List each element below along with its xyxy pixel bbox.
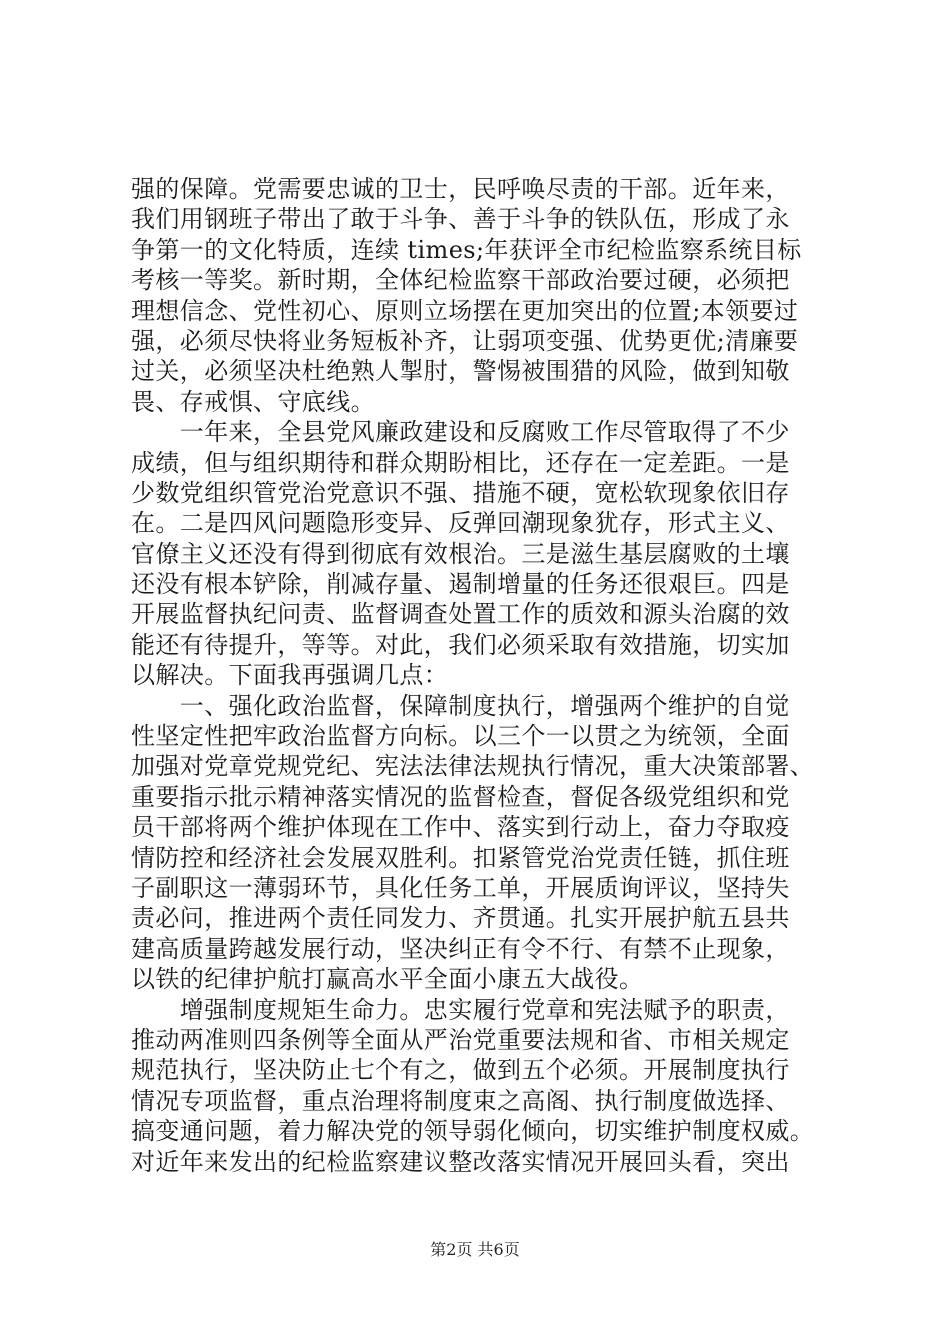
- page-footer: [0, 1240, 950, 1260]
- text-line: 争第一的文化特质，连续 times;年获评全市纪检监察系统目标: [131, 235, 802, 264]
- text-line: 成绩，但与组织期待和群众期盼相比，还存在一定差距。一是: [131, 448, 790, 477]
- page-number-label: 第2页 共6页: [430, 1240, 520, 1259]
- text-line: 情况专项监督，重点治理将制度束之高阁、执行制度做选择、: [131, 1086, 790, 1115]
- body-text: [131, 174, 851, 1177]
- text-line: 责必问，推进两个责任同发力、齐贯通。扎实开展护航五县共: [131, 904, 790, 933]
- text-line: 员干部将两个维护体现在工作中、落实到行动上，奋力夺取疫: [131, 813, 790, 842]
- text-line: 情防控和经济社会发展双胜利。扣紧管党治党责任链，抓住班: [131, 843, 790, 872]
- text-line: 能还有待提升，等等。对此，我们必须采取有效措施，切实加: [131, 630, 790, 659]
- text-line: 我们用钢班子带出了敢于斗争、善于斗争的铁队伍，形成了永: [131, 205, 790, 234]
- text-line: 重要指示批示精神落实情况的监督检查，督促各级党组织和党: [131, 782, 790, 811]
- text-line: 一年来，全县党风廉政建设和反腐败工作尽管取得了不少: [131, 418, 790, 447]
- text-line: 推动两准则四条例等全面从严治党重要法规和省、市相关规定: [131, 1025, 790, 1054]
- text-line: 理想信念、党性初心、原则立场摆在更加突出的位置;本领要过: [131, 296, 799, 325]
- text-line: 建高质量跨越发展行动，坚决纠正有令不行、有禁不止现象，: [131, 934, 790, 963]
- text-line: 增强制度规矩生命力。忠实履行党章和宪法赋予的职责，: [131, 995, 790, 1024]
- text-line: 对近年来发出的纪检监察建议整改落实情况开展回头看，突出: [131, 1147, 790, 1176]
- text-line: 官僚主义还没有得到彻底有效根治。三是滋生基层腐败的土壤: [131, 539, 790, 568]
- text-line: 过关，必须坚决杜绝熟人掣肘，警惕被围猎的风险，做到知敬: [131, 357, 790, 386]
- text-line: 强，必须尽快将业务短板补齐，让弱项变强、优势更优;清廉要: [131, 326, 799, 355]
- text-line: 性坚定性把牢政治监督方向标。以三个一以贯之为统领，全面: [131, 722, 790, 751]
- text-line: 开展监督执纪问责、监督调查处置工作的质效和源头治腐的效: [131, 600, 790, 629]
- text-line: 还没有根本铲除，削减存量、遏制增量的任务还很艰巨。四是: [131, 570, 790, 599]
- text-line: 规范执行，坚决防止七个有之，做到五个必须。开展制度执行: [131, 1056, 790, 1085]
- text-line: 在。二是四风问题隐形变异、反弹回潮现象犹存，形式主义、: [131, 509, 790, 538]
- text-line: 一、强化政治监督，保障制度执行，增强两个维护的自觉: [131, 691, 790, 720]
- text-line: 子副职这一薄弱环节，具化任务工单，开展质询评议，坚持失: [131, 873, 790, 902]
- text-line: 搞变通问题，着力解决党的领导弱化倾向，切实维护制度权威。: [131, 1117, 815, 1146]
- text-line: 加强对党章党规党纪、宪法法律法规执行情况，重大决策部署、: [131, 752, 815, 781]
- text-line: 强的保障。党需要忠诚的卫士，民呼唤尽责的干部。近年来，: [131, 175, 790, 203]
- text-line: 畏、存戒惧、守底线。: [131, 387, 375, 416]
- text-line: 考核一等奖。新时期，全体纪检监察干部政治要过硬，必须把: [131, 266, 790, 295]
- text-line: 以解决。下面我再强调几点：: [131, 661, 449, 690]
- text-line: 以铁的纪律护航打赢高水平全面小康五大战役。: [131, 965, 644, 994]
- text-line: 少数党组织管党治党意识不强、措施不硬，宽松软现象依旧存: [131, 478, 790, 507]
